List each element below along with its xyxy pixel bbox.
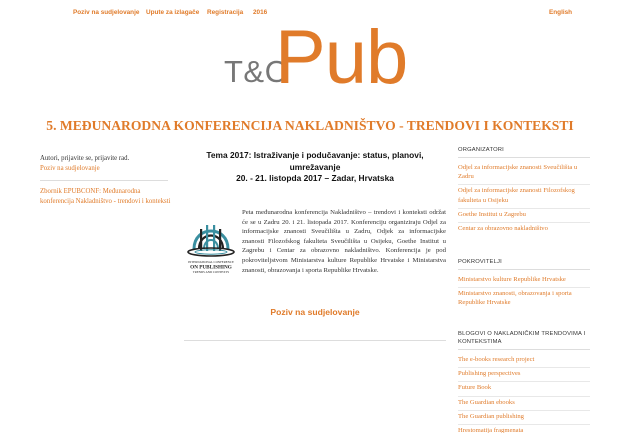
list-item — [458, 274, 590, 288]
list-item — [458, 185, 590, 208]
list-item — [458, 288, 590, 310]
patrons-section — [458, 258, 590, 311]
blogs-section — [458, 330, 590, 433]
organizers-list — [458, 162, 590, 236]
patrons-heading: POKROVITELJI — [458, 259, 502, 265]
left-sidebar — [40, 154, 175, 206]
list-item — [458, 425, 590, 433]
organizer-link[interactable]: Goethe Institut u Zagrebu — [458, 210, 526, 218]
organizer-link[interactable]: Odjel za informacijske znanosti Sveučilišta u Zadru — [458, 164, 578, 181]
patron-link[interactable]: Ministarstvo kulture Republike Hrvatske — [458, 276, 566, 283]
conference-title: 5. MEĐUNARODNA KONFERENCIJA NAKLADNIŠTVO - TRENDOVI I KONTEKSTI — [46, 118, 574, 133]
main-content — [184, 150, 446, 317]
left-link-proceedings[interactable]: Zbornik EPUBCONF: Međunarodna konferencija Nakladništvo - trendovi i konteksti — [40, 188, 171, 205]
list-item — [458, 162, 590, 185]
list-item — [458, 397, 590, 411]
description-text: Peta međunarodna konferencija Nakladništvo – trendovi i konteksti održat će se u Zadru 20. i 21. listopada 2017. Konferenciju organiziraju Odjel za informacijske znanosti Sveučilišta u Zadru, Odjek za informacijske znanosti Filozofskog fakulteta Sveučilišta u Osijeku, Goethe Institut u Zagrebu i Centar za obrazovno nakladništvo. Konferencija je pod pokroviteljstvom Ministarstva kulture Republike Hrvatske i Ministarstva znanosti, obrazovanja i sporta Republike Hrvatske. — [242, 209, 446, 274]
organizers-section — [458, 146, 590, 236]
svg-text:ON PUBLISHING: ON PUBLISHING — [190, 264, 232, 271]
list-item — [458, 223, 590, 236]
blogs-heading: BLOGOVI O NAKLADNIČKIM TRENDOVIMA I KONTEKSTIMA — [458, 331, 586, 345]
blogs-list — [458, 354, 590, 433]
conference-description — [184, 208, 446, 275]
theme-title: Tema 2017: Istraživanje i podučavanje: status, planovi, umrežavanje — [206, 150, 424, 172]
list-item — [458, 368, 590, 382]
language-switch[interactable]: English — [549, 9, 573, 16]
blog-link[interactable]: Publishing perspectives — [458, 370, 521, 378]
logo-main: Pub — [275, 15, 408, 100]
content-divider — [184, 340, 446, 341]
call-for-papers-link[interactable]: Poziv na sudjelovanje — [270, 307, 360, 317]
organizers-sep — [458, 157, 590, 158]
list-item — [458, 209, 590, 223]
blog-link[interactable]: The Guardian ebooks — [458, 398, 515, 406]
left-divider — [40, 180, 168, 181]
nav-item-registration[interactable]: Registracija — [207, 9, 244, 16]
svg-text:INTERNATIONAL CONFERENCE: INTERNATIONAL CONFERENCE — [188, 260, 234, 264]
left-link-call[interactable]: Poziv na sudjelovanje — [40, 164, 100, 172]
list-item — [458, 354, 590, 368]
logo-prefix: T&C — [224, 54, 288, 89]
svg-text:TRENDS AND CONTEXTS: TRENDS AND CONTEXTS — [192, 270, 230, 274]
conference-theme — [184, 150, 446, 185]
organizers-heading: ORGANIZATORI — [458, 147, 504, 153]
list-item — [458, 382, 590, 396]
patrons-list — [458, 274, 590, 311]
nav-item-2016[interactable]: 2016 — [253, 9, 268, 16]
theme-date-place: 20. - 21. listopda 2017 – Zadar, Hrvatska — [236, 173, 394, 183]
organizer-link[interactable]: Odjel za informacijske znanosti Filozofskog fakulteta u Osijeku — [458, 187, 575, 204]
patrons-sep — [458, 269, 590, 270]
site-logo[interactable] — [0, 15, 620, 108]
blog-link[interactable]: Future Book — [458, 384, 492, 392]
blog-link[interactable]: Hrestomatija fragmenata — [458, 427, 524, 433]
author-note: Autori, prijavite se, prijavite rad. — [40, 155, 130, 162]
patron-link[interactable]: Ministarstvo znanosti, obrazovanja i sporta Republike Hrvatske — [458, 290, 572, 307]
organizer-link[interactable]: Centar za obrazovno nakladništvo — [458, 225, 548, 233]
nav-item-instructions[interactable]: Upute za izlagače — [146, 9, 200, 16]
emblem-spacer — [184, 208, 242, 266]
blog-link[interactable]: The e-books research project — [458, 356, 535, 363]
nav-item-call-for-papers[interactable]: Poziv na sudjelovanje — [73, 9, 140, 16]
blog-link[interactable]: The Guardian publishing — [458, 412, 524, 420]
blogs-sep — [458, 349, 590, 350]
list-item — [458, 411, 590, 425]
